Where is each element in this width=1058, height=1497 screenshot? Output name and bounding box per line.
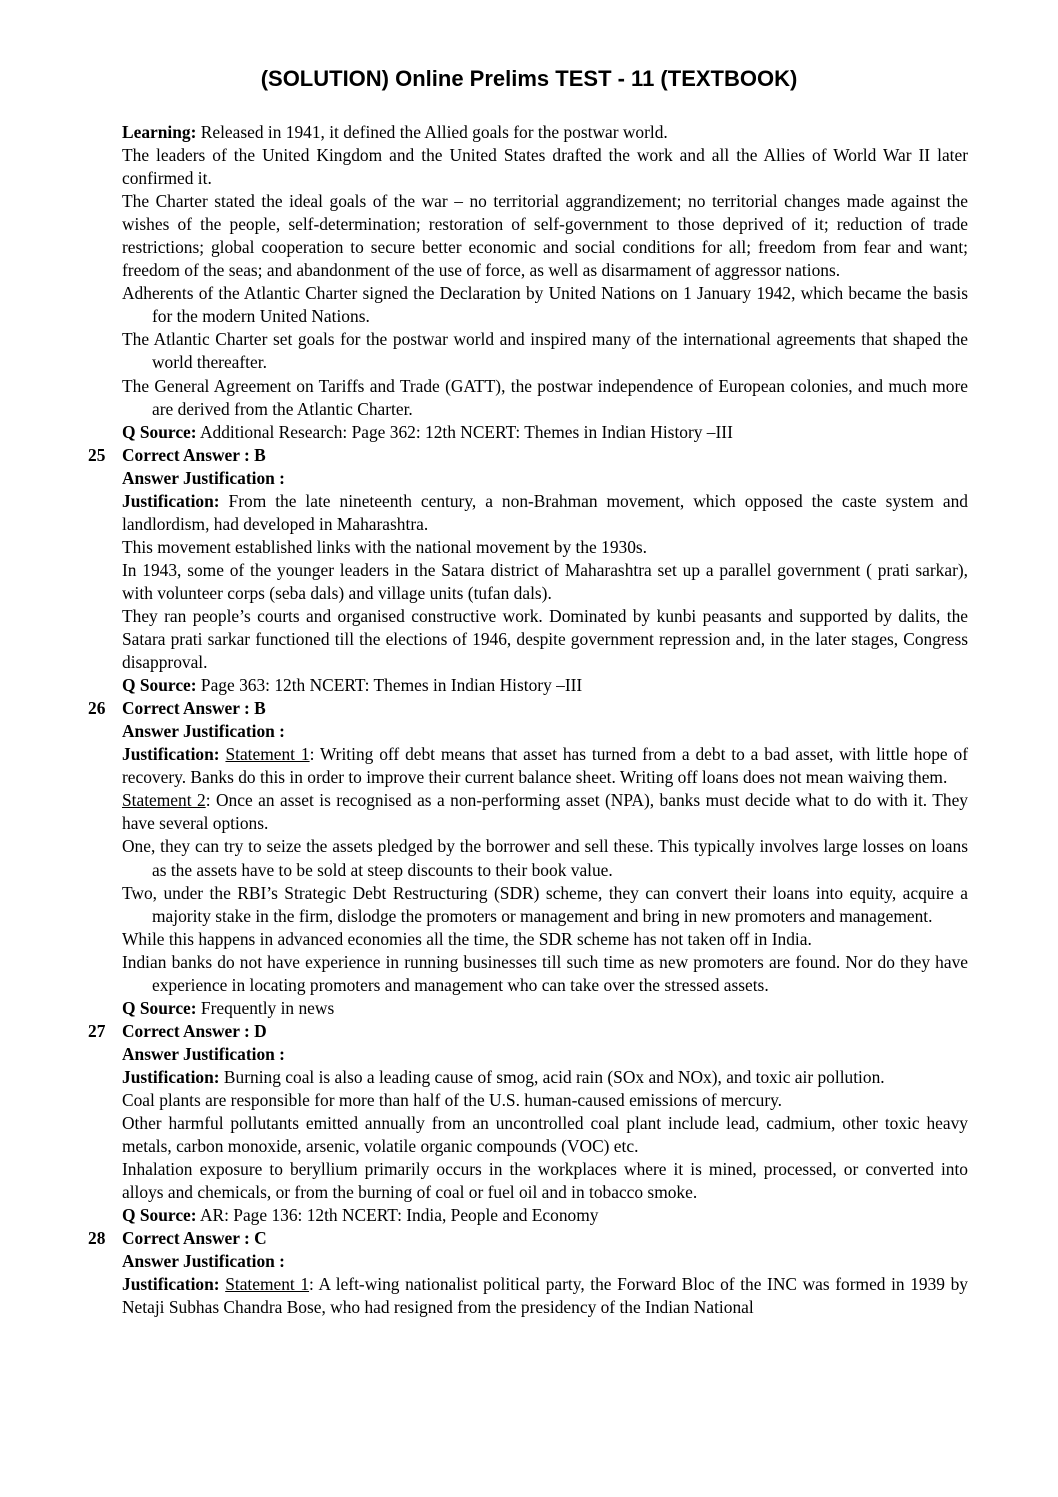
paragraph-text: Burning coal is also a leading cause of smog, acid rain (SOx and NOx), and toxic air pollution. bbox=[219, 1066, 885, 1087]
paragraph-text: : Writing off debt means that asset has turned from a debt to a bad asset, with little hope of recovery. Banks do this in order to improve their current balance sheet. Writing off loans does not mean waiving them. bbox=[122, 744, 968, 788]
paragraph-text: Additional Research: Page 362: 12th NCERT: Themes in Indian History –III bbox=[196, 421, 733, 442]
paragraph-text: : Once an asset is recognised as a non-performing asset (NPA), banks must decide what to do with it. They have several options. bbox=[122, 790, 968, 834]
paragraph-text: Coal plants are responsible for more than half of the U.S. human-caused emissions of mercury. bbox=[122, 1089, 783, 1110]
paragraph-label: Q Source: bbox=[122, 421, 197, 442]
paragraph bbox=[122, 997, 968, 1020]
paragraph bbox=[122, 375, 968, 421]
question-header bbox=[88, 1227, 968, 1250]
question-number: 26 bbox=[88, 698, 106, 719]
paragraph bbox=[122, 282, 968, 328]
paragraph bbox=[122, 951, 968, 997]
paragraph bbox=[122, 1043, 968, 1066]
paragraph-text: This movement established links with the national movement by the 1930s. bbox=[122, 536, 648, 557]
paragraph-label: Q Source: bbox=[122, 997, 197, 1018]
paragraph bbox=[122, 328, 968, 374]
statement-label: Statement 2 bbox=[122, 790, 206, 811]
paragraph-text: The Atlantic Charter set goals for the postwar world and inspired many of the international agreements that shaped the world thereafter. bbox=[122, 329, 968, 373]
question-header bbox=[88, 444, 968, 467]
paragraph-text: The General Agreement on Tariffs and Trade (GATT), the postwar independence of European colonies, and much more are derived from the Atlantic Charter. bbox=[122, 375, 968, 419]
paragraph bbox=[122, 1158, 968, 1204]
paragraph bbox=[122, 720, 968, 743]
paragraph bbox=[122, 467, 968, 490]
correct-answer: Correct Answer : C bbox=[122, 1228, 267, 1249]
paragraph-label: Answer Justification : bbox=[122, 1043, 285, 1064]
paragraph bbox=[122, 1066, 968, 1089]
paragraph bbox=[122, 743, 968, 789]
document-body bbox=[88, 121, 968, 1319]
correct-answer: Correct Answer : D bbox=[122, 1020, 267, 1041]
question-number: 28 bbox=[88, 1228, 106, 1249]
paragraph-text: Adherents of the Atlantic Charter signed the Declaration by United Nations on 1 January 1942, which became the basis for the modern United Nations. bbox=[122, 283, 968, 327]
paragraph bbox=[122, 144, 968, 190]
paragraph-text: Frequently in news bbox=[196, 997, 335, 1018]
paragraph bbox=[122, 835, 968, 881]
paragraph bbox=[122, 928, 968, 951]
paragraph bbox=[122, 536, 968, 559]
correct-answer: Correct Answer : B bbox=[122, 444, 266, 465]
paragraph-text: Indian banks do not have experience in running businesses till such time as new promoters are found. Nor do they have experience in locating promoters and management who can take over the stressed assets. bbox=[122, 951, 968, 995]
page-title: (SOLUTION) Online Prelims TEST - 11 (TEXTBOOK) bbox=[260, 66, 798, 91]
paragraph bbox=[122, 882, 968, 928]
paragraph-text: One, they can try to seize the assets pledged by the borrower and sell these. This typically involves large losses on loans as the assets have to be sold at steep discounts to their book value. bbox=[122, 836, 968, 880]
paragraph bbox=[122, 1112, 968, 1158]
paragraph bbox=[122, 674, 968, 697]
paragraph bbox=[122, 789, 968, 835]
paragraph bbox=[122, 190, 968, 282]
question-number: 25 bbox=[88, 444, 106, 465]
paragraph-text: Page 363: 12th NCERT: Themes in Indian History –III bbox=[196, 675, 583, 696]
correct-answer: Correct Answer : B bbox=[122, 698, 266, 719]
paragraph-label: Q Source: bbox=[122, 675, 197, 696]
paragraph bbox=[122, 490, 968, 536]
paragraph bbox=[122, 1089, 968, 1112]
paragraph-label: Answer Justification : bbox=[122, 721, 285, 742]
paragraph-text: The leaders of the United Kingdom and the United States drafted the work and all the Allies of World War II later confirmed it. bbox=[122, 145, 968, 189]
paragraph bbox=[122, 1273, 968, 1319]
paragraph bbox=[122, 605, 968, 674]
paragraph-label: Answer Justification : bbox=[122, 467, 285, 488]
paragraph-text: Inhalation exposure to beryllium primarily occurs in the workplaces where it is mined, processed, or converted into alloys and chemicals, or from the burning of coal or fuel oil and in tobacco smoke. bbox=[122, 1159, 968, 1203]
paragraph bbox=[122, 1204, 968, 1227]
paragraph bbox=[122, 559, 968, 605]
statement-label: Statement 1 bbox=[225, 744, 310, 765]
paragraph-text: The Charter stated the ideal goals of the war – no territorial aggrandizement; no territorial changes made against the wishes of the people, self-determination; restoration of self-government to those deprived of it; reduction of trade restrictions; global cooperation to secure better economic and social conditions for all; freedom from fear and want; freedom of the seas; and abandonment of the use of force, as well as disarmament of aggressor nations. bbox=[122, 191, 968, 281]
paragraph-text: : A left-wing nationalist political party, the Forward Bloc of the INC was formed in 1939 by Netaji Subhas Chandra Bose, who had resigned from the presidency of the Indian National bbox=[122, 1274, 968, 1318]
paragraph bbox=[122, 1250, 968, 1273]
paragraph-label: Learning: bbox=[122, 122, 197, 142]
paragraph-text: Released in 1941, it defined the Allied goals for the postwar world. bbox=[196, 122, 668, 142]
paragraph-label: Justification: bbox=[122, 744, 220, 765]
paragraph-text: Other harmful pollutants emitted annually from an uncontrolled coal plant include lead, cadmium, other toxic heavy metals, carbon monoxide, arsenic, volatile organic compounds (VOC) etc. bbox=[122, 1113, 968, 1157]
paragraph-label: Justification: bbox=[122, 490, 220, 511]
paragraph-label: Answer Justification : bbox=[122, 1251, 285, 1272]
paragraph-label: Justification: bbox=[122, 1274, 220, 1295]
statement-label: Statement 1 bbox=[225, 1274, 310, 1295]
paragraph-label: Justification: bbox=[122, 1066, 220, 1087]
question-header bbox=[88, 697, 968, 720]
question-header bbox=[88, 1020, 968, 1043]
paragraph-text: Two, under the RBI’s Strategic Debt Restructuring (SDR) scheme, they can convert their loans into equity, acquire a majority stake in the firm, dislodge the promoters or management and bring in new promoters and management. bbox=[122, 882, 968, 926]
paragraph-text: They ran people’s courts and organised constructive work. Dominated by kunbi peasants and supported by dalits, the Satara prati sarkar functioned till the elections of 1946, despite government repression and, in the later stages, Congress disapproval. bbox=[122, 605, 968, 673]
paragraph-text: While this happens in advanced economies all the time, the SDR scheme has not taken off in India. bbox=[122, 928, 812, 949]
paragraph bbox=[122, 121, 968, 144]
paragraph-text: From the late nineteenth century, a non-Brahman movement, which opposed the caste system and landlordism, had developed in Maharashtra. bbox=[122, 490, 968, 534]
paragraph bbox=[122, 421, 968, 444]
question-number: 27 bbox=[88, 1020, 106, 1041]
paragraph-label: Q Source: bbox=[122, 1205, 197, 1226]
paragraph-text: AR: Page 136: 12th NCERT: India, People and Economy bbox=[196, 1205, 599, 1226]
paragraph-text: In 1943, some of the younger leaders in the Satara district of Maharashtra set up a parallel government ( prati sarkar), with volunteer corps (seba dals) and village units (tufan dals). bbox=[122, 559, 968, 603]
